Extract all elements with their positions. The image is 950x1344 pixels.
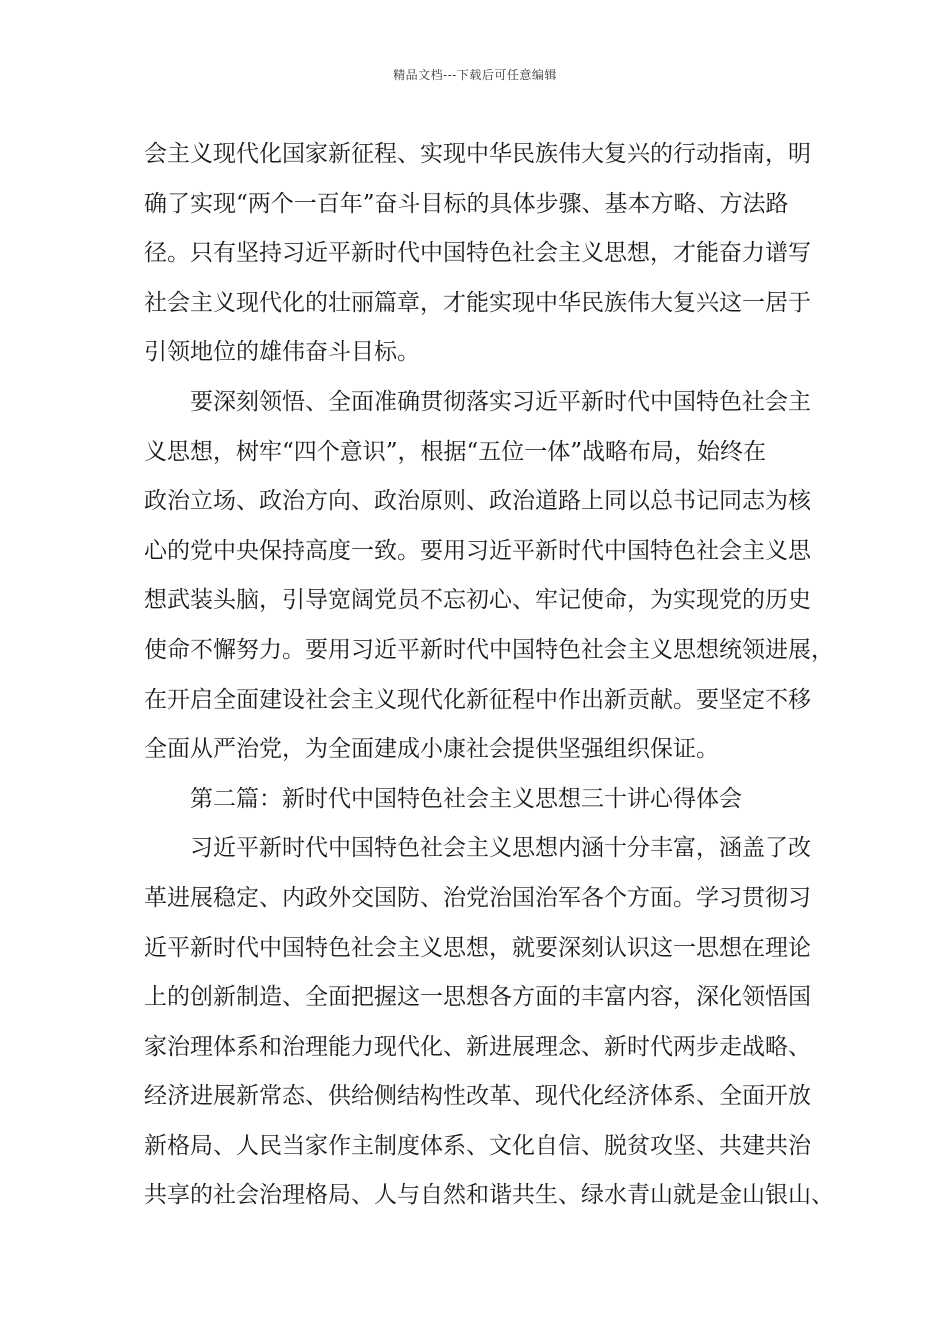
text-line: 社会主义现代化的壮丽篇章，才能实现中华民族伟大复兴这一居于 [144, 289, 811, 316]
text-line: 政治立场、政治方向、政治原则、政治道路上同以总书记同志为核 [144, 488, 811, 515]
text-line: 家治理体系和治理能力现代化、新进展理念、新时代两步走战略、 [144, 1033, 811, 1060]
document-body [144, 130, 834, 1221]
text-line: 心的党中央保持高度一致。要用习近平新时代中国特色社会主义思 [144, 537, 811, 564]
text-line: 确了实现“两个一百年”奋斗目标的具体步骤、基本方略、方法路 [144, 190, 789, 217]
text-line: 在开启全面建设社会主义现代化新征程中作出新贡献。要坚定不移 [144, 686, 811, 713]
text-line: 会主义现代化国家新征程、实现中华民族伟大复兴的行动指南，明 [144, 141, 811, 167]
paragraph-start-line: 要深刻领悟、全面准确贯彻落实习近平新时代中国特色社会主 [190, 388, 811, 415]
text-line: 上的创新制造、全面把握这一思想各方面的丰富内容，深化领悟国 [144, 984, 811, 1011]
section-heading: 第二篇：新时代中国特色社会主义思想三十讲心得体会 [190, 785, 742, 812]
text-line: 全面从严治党，为全面建成小康社会提供坚强组织保证。 [144, 736, 719, 763]
text-line: 义思想，树牢“四个意识”，根据“五位一体”战略布局，始终在 [144, 438, 767, 465]
text-line: 想武装头脑，引导宽阔党员不忘初心、牢记使命，为实现党的历史 [144, 587, 811, 614]
text-line: 径。只有坚持习近平新时代中国特色社会主义思想，才能奋力谱写 [144, 240, 811, 267]
text-line: 引领地位的雄伟奋斗目标。 [144, 339, 420, 366]
text-line: 使命不懈努力。要用习近平新时代中国特色社会主义思想统领进展， [144, 636, 834, 663]
text-line: 经济进展新常态、供给侧结构性改革、现代化经济体系、全面开放 [144, 1083, 811, 1110]
page-header: 精品文档---下载后可任意编辑 [393, 68, 557, 82]
text-line: 近平新时代中国特色社会主义思想，就要深刻认识这一思想在理论 [144, 934, 811, 961]
paragraph-start-line: 习近平新时代中国特色社会主义思想内涵十分丰富，涵盖了改 [190, 835, 811, 862]
text-line: 新格局、人民当家作主制度体系、文化自信、脱贫攻坚、共建共治 [144, 1132, 811, 1159]
text-line: 革进展稳定、内政外交国防、治党治国治军各个方面。学习贯彻习 [144, 884, 811, 911]
text-line: 共享的社会治理格局、人与自然和谐共生、绿水青山就是金山银山、 [144, 1182, 834, 1209]
